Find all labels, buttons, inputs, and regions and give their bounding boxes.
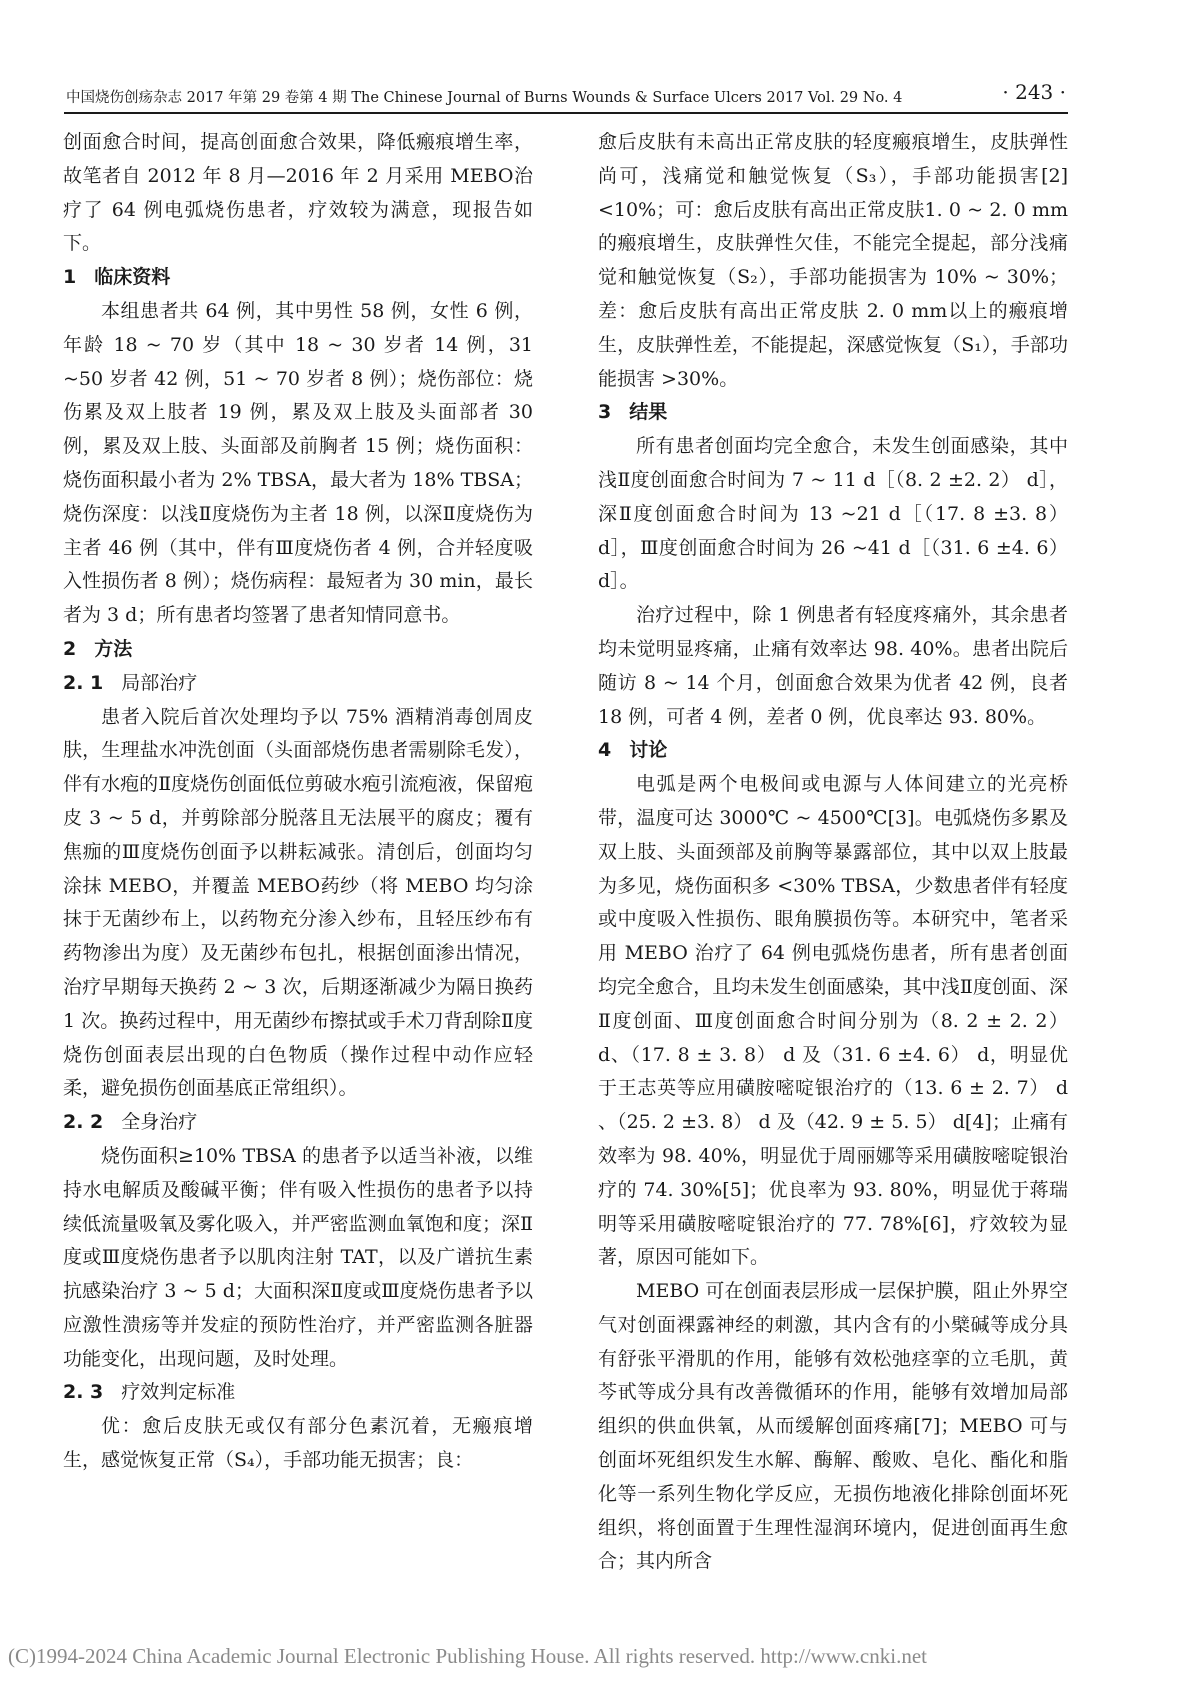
running-header (66, 80, 1066, 114)
section-number: 1 (63, 266, 77, 289)
left-column (63, 126, 533, 1478)
systemic-treatment-paragraph: 烧伤面积≥10% TBSA 的患者予以适当补液，以维持水电解质及酸碱平衡；伴有吸入性损伤的患者予以持续低流量吸氧及雾化吸入，并严密监测血氧饱和度；深Ⅱ度或Ⅲ度烧伤患者予以肌肉注射 TAT，以及广谱抗生素抗感染治疗 3 ~ 5 d；大面积深Ⅱ度或Ⅲ度烧伤患者予以应激性溃疡等并发症的预防性治疗，并严密监测各脏器功能变化，出现问题，及时处理。 (63, 1144, 533, 1370)
section-title: 临床资料 (94, 266, 171, 289)
discussion-paragraph-2: MEBO 可在创面表层形成一层保护膜，阻止外界空气对创面裸露神经的刺激，其内含有的小檗碱等成分具有舒张平滑肌的作用，能够有效松弛痉挛的立毛肌，黄芩甙等成分具有改善微循环的作用，能够有效增加局部组织的供血供氧，从而缓解创面疼痛[7]；MEBO 可与创面坏死组织发生水解、酶解、酸败、皂化、酯化和脂化等一系列生物化学反应，无损伤地液化排除创面坏死组织，将创面置于生理性湿润环境内，促进创面再生愈合；其内所含 (598, 1280, 1068, 1573)
section-number: 2 (63, 637, 77, 660)
local-treatment-paragraph: 患者入院后首次处理均予以 75% 酒精消毒创周皮肤，生理盐水冲洗创面（头面部烧伤患者需剔除毛发），伴有水疱的Ⅱ度烧伤创面低位剪破水疱引流疱液，保留疱皮 3 ~ 5 d，并剪除部分脱落且无法展平的腐皮；覆有焦痂的Ⅲ度烧伤创面予以耕耘减张。清创后，创面均匀涂抹 MEBO，并覆盖 MEBO药纱（将 MEBO 均匀涂抹于无菌纱布上，以药物充分渗入纱布，且轻压纱布有药物渗出为度）及无菌纱布包扎，根据创面渗出情况，治疗早期每天换药 2 ~ 3 次，后期逐渐减少为隔日换药 1 次。换药过程中，用无菌纱布擦拭或手术刀背刮除Ⅱ度烧伤创面表层出现的白色物质（操作过程中动作应轻柔，避免损伤创面基底正常组织）。 (63, 705, 533, 1100)
section-heading-clinical-data (63, 261, 533, 295)
section-heading-discussion (598, 734, 1068, 768)
header-rule (64, 112, 1068, 114)
intro-paragraph: 创面愈合时间，提高创面愈合效果，降低瘢痕增生率，故笔者自 2012 年 8 月—2016 年 2 月采用 MEBO治疗了 64 例电弧烧伤患者，疗效较为满意，现报告如下。 (63, 131, 533, 255)
subsection-title: 局部治疗 (121, 671, 198, 694)
section-title: 讨论 (629, 739, 668, 762)
page-number: · 243 · (1002, 80, 1066, 104)
section-title: 方法 (94, 637, 133, 660)
subsection-number: 2. 2 (63, 1111, 104, 1134)
subsection-heading-local-treatment (63, 667, 533, 701)
subsection-heading-efficacy-criteria (63, 1376, 533, 1410)
subsection-number: 2. 1 (63, 671, 104, 694)
section-heading-results (598, 396, 1068, 430)
subsection-title: 疗效判定标准 (121, 1381, 236, 1404)
right-column (598, 126, 1068, 1579)
discussion-paragraph-1: 电弧是两个电极间或电源与人体间建立的光亮桥带，温度可达 3000℃ ~ 4500℃[3]。电弧烧伤多累及双上肢、头面颈部及前胸等暴露部位，其中以双上肢最为多见，烧伤面积多 <30% TBSA，少数患者伴有轻度或中度吸入性损伤、眼角膜损伤等。本研究中，笔者采用 MEBO 治疗了 64 例电弧烧伤患者，所有患者创面均完全愈合，且均未发生创面感染，其中浅Ⅱ度创面、深Ⅱ度创面、Ⅲ度创面愈合时间分别为（8. 2 ± 2. 2） d、（17. 8 ± 3. 8） d 及（31. 6 ±4. 6） d，明显优于王志英等应用磺胺嘧啶银治疗的（13. 6 ± 2. 7） d 、（25. 2 ±3. 8） d 及（42. 9 ± 5. 5） d[4]；止痛有效率为 98. 40%，明显优于周丽娜等采用磺胺嘧啶银治疗的 74. 30%[5]；优良率为 93. 80%，明显优于蒋瑞明等采用磺胺嘧啶银治疗的 77. 78%[6]，疗效较为显著，原因可能如下。 (598, 773, 1068, 1269)
copyright-footer: (C)1994-2024 China Academic Journal Electronic Publishing House. All rights reserved. http://www.cnki.net (8, 1644, 927, 1668)
subsection-title: 全身治疗 (121, 1111, 198, 1134)
section-heading-methods (63, 633, 533, 667)
clinical-data-paragraph: 本组患者共 64 例，其中男性 58 例，女性 6 例，年龄 18 ~ 70 岁（其中 18 ~ 30 岁者 14 例，31 ~50 岁者 42 例，51 ~ 70 岁者 8 例）；烧伤部位：烧伤累及双上肢者 19 例，累及双上肢及头面部者 30 例，累及双上肢、头面部及前胸者 15 例；烧伤面积：烧伤面积最小者为 2% TBSA，最大者为 18% TBSA；烧伤深度：以浅Ⅱ度烧伤为主者 18 例，以深Ⅱ度烧伤为主者 46 例（其中，伴有Ⅲ度烧伤者 4 例，合并轻度吸入性损伤者 8 例）；烧伤病程：最短者为 30 min，最长者为 3 d；所有患者均签署了患者知情同意书。 (63, 299, 533, 627)
section-number: 3 (598, 401, 612, 424)
subsection-heading-systemic-treatment (63, 1106, 533, 1140)
efficacy-criteria-paragraph: 优：愈后皮肤无或仅有部分色素沉着，无瘢痕增生，感觉恢复正常（S₄），手部功能无损害；良： (63, 1415, 533, 1472)
section-number: 4 (598, 739, 612, 762)
section-title: 结果 (629, 401, 668, 424)
running-title: 中国烧伤创疡杂志 2017 年第 29 卷第 4 期 The Chinese Journal of Burns Wounds & Surface Ulcers 2017 Vol. 29 No. 4 (66, 90, 903, 106)
results-paragraph-1: 所有患者创面均完全愈合，未发生创面感染，其中浅Ⅱ度创面愈合时间为 7 ~ 11 d［（8. 2 ±2. 2） d］，深Ⅱ度创面愈合时间为 13 ~21 d［（17. 8 ±3. 8） d］，Ⅲ度创面愈合时间为 26 ~41 d［（31. 6 ±4. 6） d］。 (598, 435, 1068, 593)
subsection-number: 2. 3 (63, 1381, 104, 1404)
results-paragraph-2: 治疗过程中，除 1 例患者有轻度疼痛外，其余患者均未觉明显疼痛，止痛有效率达 98. 40%。患者出院后随访 8 ~ 14 个月，创面愈合效果为优者 42 例，良者 18 例，可者 4 例，差者 0 例，优良率达 93. 80%。 (598, 604, 1068, 728)
criteria-continued-paragraph: 愈后皮肤有未高出正常皮肤的轻度瘢痕增生，皮肤弹性尚可，浅痛觉和触觉恢复（S₃），手部功能损害[2] <10%；可：愈后皮肤有高出正常皮肤1. 0 ~ 2. 0 mm的瘢痕增生，皮肤弹性欠佳，不能完全提起，部分浅痛觉和触觉恢复（S₂），手部功能损害为 10% ~ 30%；差：愈后皮肤有高出正常皮肤 2. 0 mm以上的瘢痕增生，皮肤弹性差，不能提起，深感觉恢复（S₁），手部功能损害 >30%。 (598, 131, 1068, 390)
